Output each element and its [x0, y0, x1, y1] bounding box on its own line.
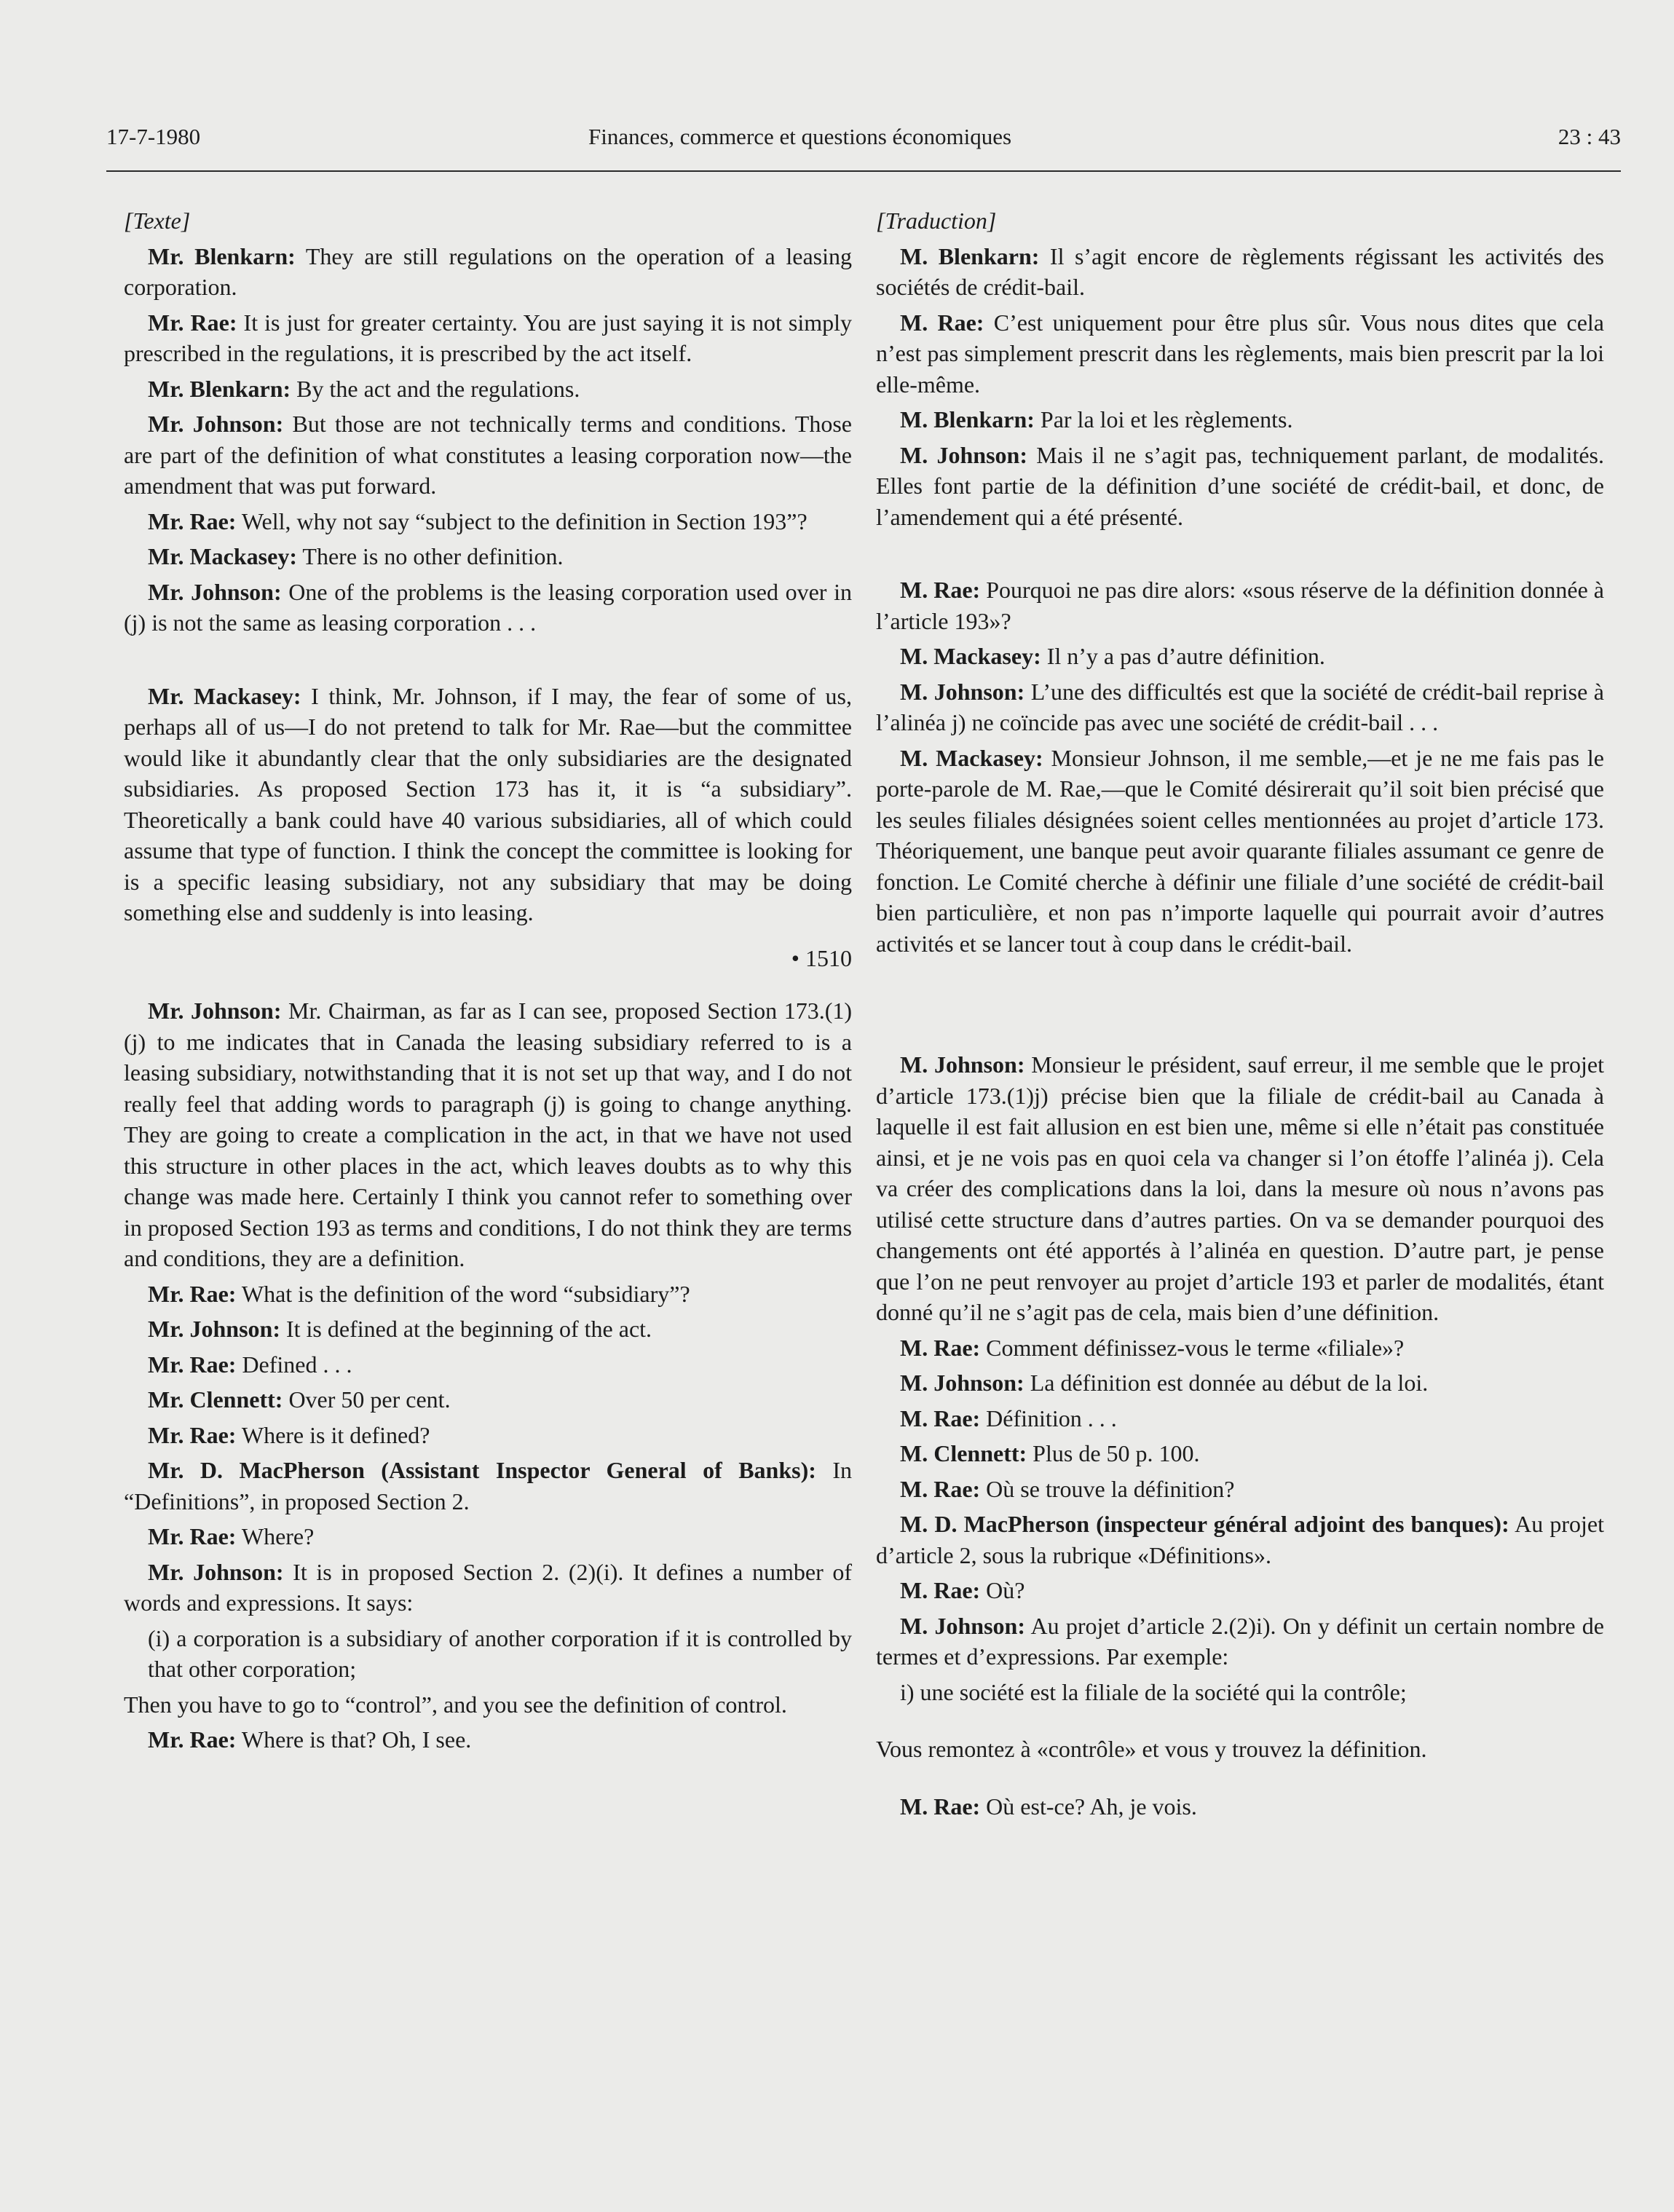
quoted-clause: (i) a corporation is a subsidiary of another corporation if it is controlled by that other corporation;: [148, 1624, 852, 1682]
speech: In “Definitions”, in proposed Section 2.: [124, 1457, 852, 1514]
paragraph: [124, 241, 852, 303]
speech: Defined . . .: [236, 1351, 352, 1378]
time-marker: • 1510: [791, 944, 852, 971]
speaker: Mr. Johnson:: [148, 998, 282, 1024]
speaker: Mr. Rae:: [148, 1523, 237, 1549]
speech: Il s’agit encore de règlements régissant les activités des sociétés de crédit-bail.: [876, 242, 1605, 300]
speech: By the act and the regulations.: [291, 375, 580, 402]
paragraph: [876, 1474, 1604, 1505]
speaker: M. Rae:: [900, 1334, 981, 1361]
paragraph: [124, 1521, 852, 1552]
speech: La définition est donnée au début de la loi.: [1024, 1370, 1429, 1396]
speaker: M. Johnson:: [900, 1612, 1025, 1639]
speech: Mr. Chairman, as far as I can see, proposed Section 173.(1)(j) to me indicates that in Canada the leasing subsidiary referred to is a leasing subsidiary, notwithstanding that it is not set up that way, and I do not really feel that adding words to paragraph (j) is going to change anything. They are going to create a complication in the act, in that we have not used this structure in other places in the act, which leaves doubts as to why this change was made here. Certainly I think you cannot refer to something over in proposed Section 193 as terms and conditions, I do not think they are terms and conditions, they are a definition.: [124, 998, 853, 1271]
speech: Où se trouve la définition?: [980, 1475, 1235, 1502]
speech: It is in proposed Section 2. (2)(i). It defines a number of words and expressions. It says:: [124, 1558, 853, 1616]
speaker: Mr. Johnson:: [148, 411, 284, 437]
speech: Where is it defined?: [236, 1421, 430, 1448]
paragraph: [124, 995, 852, 1274]
paragraph: [124, 1557, 852, 1619]
speech: It is just for greater certainty. You are just saying it is not simply prescribed in the regulations, it is prescribed by the act itself.: [124, 309, 853, 366]
paragraph: [124, 1420, 852, 1451]
spacer: [876, 1769, 1604, 1791]
paragraph: [876, 404, 1604, 435]
speech: Par la loi et les règlements.: [1034, 406, 1293, 432]
header-page-number: 23 : 43: [1557, 124, 1621, 149]
speech: One of the problems is the leasing corporation used over in (j) is not the same as leasing corporation . . .: [124, 578, 853, 636]
speaker: Mr. Johnson:: [148, 578, 282, 605]
header-date: 17-7-1980: [106, 124, 201, 149]
speech: Plus de 50 p. 100.: [1027, 1440, 1200, 1466]
speaker: M. Rae:: [900, 577, 981, 603]
paragraph: [124, 374, 852, 405]
paragraph: [876, 1438, 1604, 1469]
paragraph: [876, 307, 1604, 400]
speaker: Mr. Rae:: [148, 1280, 237, 1307]
paragraph: [876, 1367, 1604, 1399]
paragraph: [124, 1455, 852, 1517]
speaker: Mr. Rae:: [148, 1726, 237, 1753]
speaker: Mr. Rae:: [148, 1351, 237, 1378]
speaker: M. Rae:: [900, 1577, 981, 1603]
speech: What is the definition of the word “subsidiary”?: [236, 1280, 690, 1307]
speech: Where is that? Oh, I see.: [236, 1726, 472, 1753]
paragraph: [876, 676, 1604, 738]
speaker: Mr. Rae:: [148, 1421, 237, 1448]
paragraph: [876, 1403, 1604, 1434]
speaker: Mr. Blenkarn:: [148, 375, 291, 402]
speech: Où?: [980, 1577, 1025, 1603]
paragraph: [876, 641, 1604, 672]
header-rule: [106, 170, 1621, 172]
speaker: M. D. MacPherson (inspecteur général adjoint des banques):: [900, 1511, 1509, 1537]
speech: C’est uniquement pour être plus sûr. Vous nous dites que cela n’est pas simplement prescrit dans les règlements, mais bien prescrit par la loi elle-même.: [876, 309, 1605, 398]
speaker: Mr. D. MacPherson (Assistant Inspector General of Banks):: [148, 1457, 816, 1483]
speaker: M. Rae:: [900, 1793, 981, 1820]
paragraph: Vous remontez à «contrôle» et vous y trouvez la définition.: [876, 1736, 1427, 1762]
paragraph: [124, 541, 852, 572]
speech: Au projet d’article 2, sous la rubrique «Définitions».: [876, 1511, 1605, 1568]
speaker: M. Rae:: [900, 1405, 981, 1431]
quoted-clause: i) une société est la filiale de la société qui la contrôle;: [900, 1678, 1407, 1705]
paragraph: [876, 743, 1604, 960]
speech: L’une des difficultés est que la société de crédit-bail reprise à l’alinéa j) ne coïncide pas avec une société de crédit-bail . . .: [876, 678, 1604, 735]
paragraph: [124, 1349, 852, 1380]
speaker: M. Rae:: [900, 309, 984, 336]
paragraph: [876, 241, 1604, 303]
speech: Monsieur le président, sauf erreur, il me semble que le projet d’article 173.(1)j) précise bien que la filiale de crédit-bail au Canada à laquelle il est fait allusion en est bien une, même si elle n’était pas constituée ainsi, et je ne vois pas en quoi cela va changer si l’on étoffe l’alinéa j). Cela va créer des complications dans la loi, dans la mesure où nous n’avons pas utilisé cette structure dans d’autres parties. On va se demander pourquoi des changements ont été apportés à l’alinéa en question. D’autre part, je pense que l’on ne peut renvoyer au projet d’article 193 et parler de modalités, étant donné qu’il ne s’agit pas de cela, mais bien d’une définition.: [876, 1051, 1605, 1325]
paragraph: [124, 408, 852, 502]
paragraph: [876, 1332, 1604, 1364]
column-label: [Traduction]: [876, 208, 997, 234]
speaker: M. Johnson:: [900, 441, 1027, 468]
paragraph: [876, 1575, 1604, 1606]
speech: Where?: [236, 1523, 315, 1549]
paragraph: [876, 1049, 1604, 1328]
speaker: M. Mackasey:: [900, 643, 1041, 669]
speaker: M. Johnson:: [900, 1370, 1024, 1396]
speech: Définition . . .: [980, 1405, 1117, 1431]
column-label: [Texte]: [124, 208, 191, 234]
paragraph: [876, 1509, 1604, 1571]
spacer: [124, 973, 852, 995]
paragraph: [124, 681, 852, 928]
speaker: M. Blenkarn:: [900, 242, 1040, 269]
paragraph: [124, 1314, 852, 1345]
speaker: Mr. Johnson:: [148, 1316, 280, 1342]
paragraph: Then you have to go to “control”, and you see the definition of control.: [124, 1691, 787, 1718]
spacer: [876, 1712, 1604, 1734]
speech: Monsieur Johnson, il me semble,—et je ne me fais pas le porte-parole de M. Rae,—que le Comité désirerait qu’il soit bien précisé que les seules filiales désignées soient celles mentionnées au projet d’article 173. Théoriquement, une banque peut avoir quarante filiales assumant ce genre de fonction. Le Comité cherche à définir une filiale d’une société de crédit-bail bien particulière, et non pas n’importe laquelle qui pourrait avoir d’autres activités et se lancer tout à coup dans le crédit-bail.: [876, 744, 1605, 957]
paragraph: [876, 1791, 1604, 1822]
speech: Pourquoi ne pas dire alors: «sous réserve de la définition donnée à l’article 193»?: [876, 577, 1605, 634]
speech: There is no other definition.: [296, 543, 564, 569]
paragraph: [876, 574, 1604, 636]
speech: Over 50 per cent.: [283, 1386, 451, 1413]
paragraph: [124, 506, 852, 537]
speaker: Mr. Clennett:: [148, 1386, 283, 1413]
speech: Au projet d’article 2.(2)i). On y définit un certain nombre de termes et d’expressions. Par exemple:: [876, 1612, 1605, 1670]
paragraph: [876, 440, 1604, 533]
spacer: [876, 537, 1604, 574]
speech: Comment définissez-vous le terme «filiale»?: [980, 1334, 1405, 1361]
speaker: M. Rae:: [900, 1475, 981, 1502]
speaker: Mr. Rae:: [148, 309, 237, 336]
speaker: M. Johnson:: [900, 678, 1025, 705]
spacer: [124, 643, 852, 681]
speaker: Mr. Mackasey:: [148, 543, 297, 569]
speaker: Mr. Johnson:: [148, 1558, 284, 1585]
paragraph: [124, 577, 852, 639]
english-column: [124, 205, 852, 1760]
paragraph: [124, 1279, 852, 1310]
speaker: M. Mackasey:: [900, 744, 1043, 771]
speaker: M. Johnson:: [900, 1051, 1025, 1078]
header-title: Finances, commerce et questions économiques: [588, 124, 1012, 149]
paragraph: [124, 1384, 852, 1415]
speech: They are still regulations on the operation of a leasing corporation.: [124, 242, 853, 300]
spacer: [876, 963, 1604, 1049]
speaker: M. Clennett:: [900, 1440, 1027, 1466]
speaker: Mr. Rae:: [148, 507, 237, 534]
speaker: Mr. Mackasey:: [148, 682, 301, 709]
speech: Il n’y a pas d’autre définition.: [1041, 643, 1325, 669]
speaker: M. Blenkarn:: [900, 406, 1035, 432]
speech: Mais il ne s’agit pas, techniquement parlant, de modalités. Elles font partie de la définition d’une société de crédit-bail, et donc, de l’amendement qui a été présenté.: [876, 441, 1605, 530]
speech: Well, why not say “subject to the definition in Section 193”?: [236, 507, 808, 534]
paragraph: [876, 1611, 1604, 1672]
french-column: [876, 205, 1604, 1826]
speech: I think, Mr. Johnson, if I may, the fear of some of us, perhaps all of us—I do not pretend to talk for Mr. Rae—but the committee would like it abundantly clear that the only subsidiaries are the designated subsidiaries. As proposed Section 173 has it, it is “a subsidiary”. Theoretically a bank could have 40 various subsidiaries, all of which could assume that type of function. I think the concept the committee is looking for is a specific leasing subsidiary, not any subsidiary that may be doing something else and suddenly is into leasing.: [124, 682, 853, 925]
speech: Où est-ce? Ah, je vois.: [980, 1793, 1197, 1820]
speech: It is defined at the beginning of the act.: [280, 1316, 652, 1342]
paragraph: [124, 307, 852, 369]
speaker: Mr. Blenkarn:: [148, 242, 296, 269]
speech: But those are not technically terms and conditions. Those are part of the definition of what constitutes a leasing corporation now—the amendment that was put forward.: [124, 411, 853, 499]
paragraph: [124, 1724, 852, 1755]
